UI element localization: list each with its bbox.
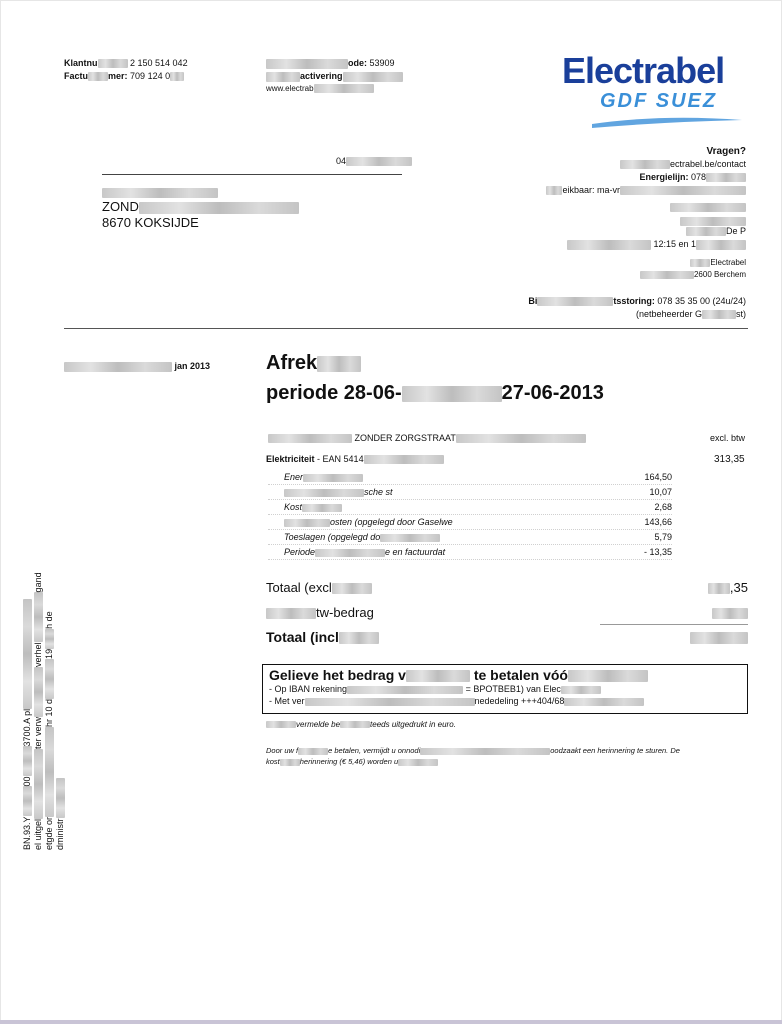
vertical-text-e: el uitgel [33, 818, 43, 850]
payment-title-start: Gelieve het bedrag v [269, 667, 406, 683]
activation-label: activering [300, 71, 343, 81]
redaction [284, 489, 364, 497]
vertical-text-f: ter verw [33, 716, 43, 749]
availability [546, 185, 746, 195]
line-item-value: 143,66 [644, 517, 672, 527]
redaction [398, 759, 438, 766]
grid-operator-end: st) [736, 309, 746, 319]
redaction [402, 386, 502, 402]
vertical-text-m: dministr [55, 818, 65, 850]
logo-swoosh-icon [592, 112, 742, 130]
address-street-text: ZOND [102, 199, 139, 214]
total-incl-label: Totaal (incl [266, 629, 339, 645]
document-title-line1: Afrek [266, 352, 318, 374]
list-item [268, 515, 672, 530]
footer-note-line2 [266, 757, 438, 766]
redaction [315, 549, 385, 557]
footer-note-part1: Door uw f [266, 746, 299, 755]
website-text: www.electrab [266, 84, 314, 93]
period-end: 27-06-2013 [501, 382, 604, 404]
line-item-label-end: e en factuurdat [385, 547, 446, 557]
code-label: ode: [348, 58, 367, 68]
address-street [102, 199, 299, 214]
line-item-label: Toeslagen (opgelegd do [284, 532, 381, 542]
invoice-date [64, 361, 210, 372]
excl-vat-label: excl. btw [710, 433, 746, 443]
vertical-text-i: etgde or [44, 816, 54, 850]
redaction [268, 434, 352, 443]
address-city: 8670 KOKSIJDE [102, 215, 199, 230]
total-excl-label: Totaal (excl [266, 580, 332, 595]
redaction [302, 504, 342, 512]
redaction [640, 271, 694, 279]
electricity-header [266, 454, 444, 464]
contact-address-text: De P [725, 226, 746, 236]
company-name-text: Electrabel [710, 258, 746, 267]
redaction [170, 72, 184, 81]
redaction [266, 72, 300, 82]
footer-note-part5: herinnering (€ 5,46) worden u [299, 757, 399, 766]
redaction [380, 534, 440, 542]
payment-title-mid: te betalen vóó [473, 667, 568, 683]
totals-rule [600, 624, 748, 625]
redaction [139, 202, 299, 214]
redaction [686, 227, 726, 236]
logo-subtitle: GDF SUEZ [600, 90, 718, 112]
invoice-date-text: jan 2013 [174, 361, 211, 371]
payment-box [262, 664, 748, 714]
document-title [266, 352, 361, 375]
redaction [339, 632, 379, 644]
line-item-value: - 13,35 [643, 547, 672, 557]
invoice-number-value: 709 124 0 [130, 71, 171, 81]
logo-wordmark: Electrabel [562, 50, 725, 91]
redaction [102, 188, 218, 198]
code-row [266, 58, 395, 69]
footer-note-part4: kost [266, 757, 280, 766]
redaction [303, 474, 363, 482]
payment-line-2-mid: nededeling +++404/68 [474, 696, 565, 706]
grid-operator [636, 309, 746, 319]
header-divider [64, 328, 748, 329]
line-item-value: 10,07 [649, 487, 672, 497]
list-item [268, 545, 672, 560]
redaction [284, 519, 330, 527]
total-excl-value: ,35 [729, 580, 748, 595]
redaction [568, 670, 648, 682]
line-item-label: Ener [284, 472, 304, 482]
customer-number-value: 2 150 514 042 [130, 58, 188, 68]
ean-label: - EAN 5414 [317, 454, 364, 464]
company-city [640, 270, 746, 279]
vertical-text-l: h de [44, 611, 54, 629]
footer-note-line1 [266, 746, 680, 755]
total-excl-row [266, 580, 748, 595]
document-period [266, 382, 604, 405]
contact-question [707, 146, 746, 157]
redaction [420, 748, 550, 755]
redaction [406, 670, 470, 682]
vertical-text-a: BN.93.Y [22, 816, 32, 850]
vertical-line-3 [44, 611, 54, 850]
redaction [298, 748, 328, 755]
currency-note-start: vermelde be [296, 720, 341, 729]
vertical-text-g: verhel [33, 642, 43, 667]
vertical-line-2 [33, 572, 43, 850]
line-item-value: 2,68 [654, 502, 672, 512]
redaction [670, 203, 746, 212]
redaction [537, 297, 613, 306]
outage-line-prefix: Bi [528, 296, 538, 306]
line-item-label: sche st [364, 487, 393, 497]
line-item-label: osten (opgelegd door Gaselwe [330, 517, 453, 527]
redaction [266, 608, 316, 619]
redaction [680, 217, 746, 226]
vertical-text-b: 00 [22, 776, 32, 787]
line-item-value: 164,50 [644, 472, 672, 482]
vertical-margin-text [22, 500, 66, 850]
line-item-label: Kost [284, 502, 303, 512]
redaction [696, 240, 746, 250]
contact-question-text: Vragen? [706, 146, 746, 157]
redaction [98, 59, 128, 68]
vertical-text-j: hr 10 d [44, 698, 54, 727]
redaction [23, 746, 32, 776]
vertical-text-h: gand [33, 572, 43, 593]
redaction [346, 157, 412, 166]
outage-line-label: tsstoring: [613, 296, 655, 306]
redaction [343, 72, 403, 82]
code-value: 53909 [369, 58, 395, 68]
contact-hours [567, 239, 746, 250]
redaction [546, 186, 562, 195]
supply-address [268, 433, 586, 443]
invoice-number-label-2: mer: [108, 71, 128, 81]
redaction [340, 721, 370, 728]
grid-operator-text: (netbeheerder G [635, 309, 702, 319]
redaction [567, 240, 651, 250]
company-city-text: 2600 Berchem [693, 270, 746, 279]
footer-note-part2: e betalen, vermijdt u onnodi [328, 746, 421, 755]
vertical-text-k: 19 [44, 648, 54, 659]
redaction [34, 592, 43, 642]
redaction [561, 686, 601, 694]
redaction [88, 72, 108, 81]
list-item [268, 530, 672, 545]
company-name [690, 258, 746, 267]
availability-text: eikbaar: ma-vr [562, 185, 620, 195]
payment-title [263, 665, 747, 683]
period-start: periode 28-06- [266, 382, 402, 404]
contact-address [686, 226, 746, 236]
line-item-value: 5,79 [654, 532, 672, 542]
line-item-label: Periode [284, 547, 316, 557]
vat-label: tw-bedrag [316, 605, 374, 620]
electrabel-logo [562, 50, 724, 113]
redaction [620, 160, 670, 169]
outage-line [528, 296, 746, 306]
payment-line-1-start: - Op IBAN rekening [269, 684, 348, 694]
redaction [266, 59, 348, 69]
redaction [364, 455, 444, 464]
address-rule [102, 174, 402, 175]
redaction [702, 310, 736, 319]
redaction [314, 84, 374, 93]
redaction [45, 727, 54, 817]
redaction [708, 583, 730, 594]
contact-url [620, 159, 746, 169]
redaction [34, 749, 43, 819]
payment-line-1 [263, 683, 747, 695]
reference-number [336, 156, 412, 166]
vertical-line-4 [55, 778, 65, 850]
vertical-text-d: 00.A pl [22, 708, 32, 737]
redaction [690, 259, 710, 267]
currency-note-end: teeds uitgedrukt in euro. [370, 720, 456, 729]
electricity-total: 313,35 [714, 454, 745, 465]
redaction [706, 173, 746, 182]
website-row [266, 84, 374, 93]
list-item [268, 500, 672, 515]
redaction [45, 659, 54, 699]
supply-street-text: ZONDER ZORGSTRAAT [354, 433, 456, 443]
contact-hours-text: 12:15 en 1 [653, 239, 696, 249]
activation-row [266, 71, 403, 82]
redaction [712, 608, 748, 619]
redaction [690, 632, 748, 644]
customer-number [64, 58, 188, 68]
redaction [564, 698, 644, 706]
total-incl-row [266, 629, 748, 645]
redaction [45, 629, 54, 649]
line-items [268, 470, 672, 560]
redaction [347, 686, 463, 694]
currency-note [266, 720, 456, 729]
energy-line-value: 078 [690, 172, 706, 182]
bottom-bar [0, 1020, 782, 1024]
redaction [317, 356, 361, 372]
invoice-number [64, 71, 184, 81]
payment-line-2-start: - Met ver [269, 696, 305, 706]
list-item [268, 485, 672, 500]
redaction [23, 599, 32, 709]
redaction [23, 786, 32, 816]
energy-line-label: Energielijn: [639, 172, 689, 182]
payment-line-2 [263, 695, 747, 707]
electricity-label: Elektriciteit [266, 454, 315, 464]
redaction [305, 698, 475, 706]
redaction [56, 778, 65, 818]
customer-number-label: Klantnu [64, 58, 98, 68]
reference-number-text: 04 [336, 156, 347, 166]
payment-line-1-mid: = BPOTBEB1) van Elec [465, 684, 561, 694]
redaction [64, 362, 172, 372]
redaction [266, 721, 296, 728]
footer-note-part3: oodzaakt een herinnering te sturen. De [550, 746, 680, 755]
redaction [280, 759, 300, 766]
list-item [268, 470, 672, 485]
redaction [332, 583, 372, 594]
vertical-text-c: 37 [22, 736, 32, 747]
vat-row [266, 605, 748, 620]
vertical-line-1 [22, 599, 32, 850]
redaction [620, 186, 746, 195]
redaction [456, 434, 586, 443]
outage-line-value: 078 35 35 00 (24u/24) [657, 296, 746, 306]
redaction [34, 667, 43, 717]
invoice-number-label: Factu [64, 71, 89, 81]
contact-url-text: ectrabel.be/contact [669, 159, 746, 169]
energy-line [639, 172, 746, 182]
